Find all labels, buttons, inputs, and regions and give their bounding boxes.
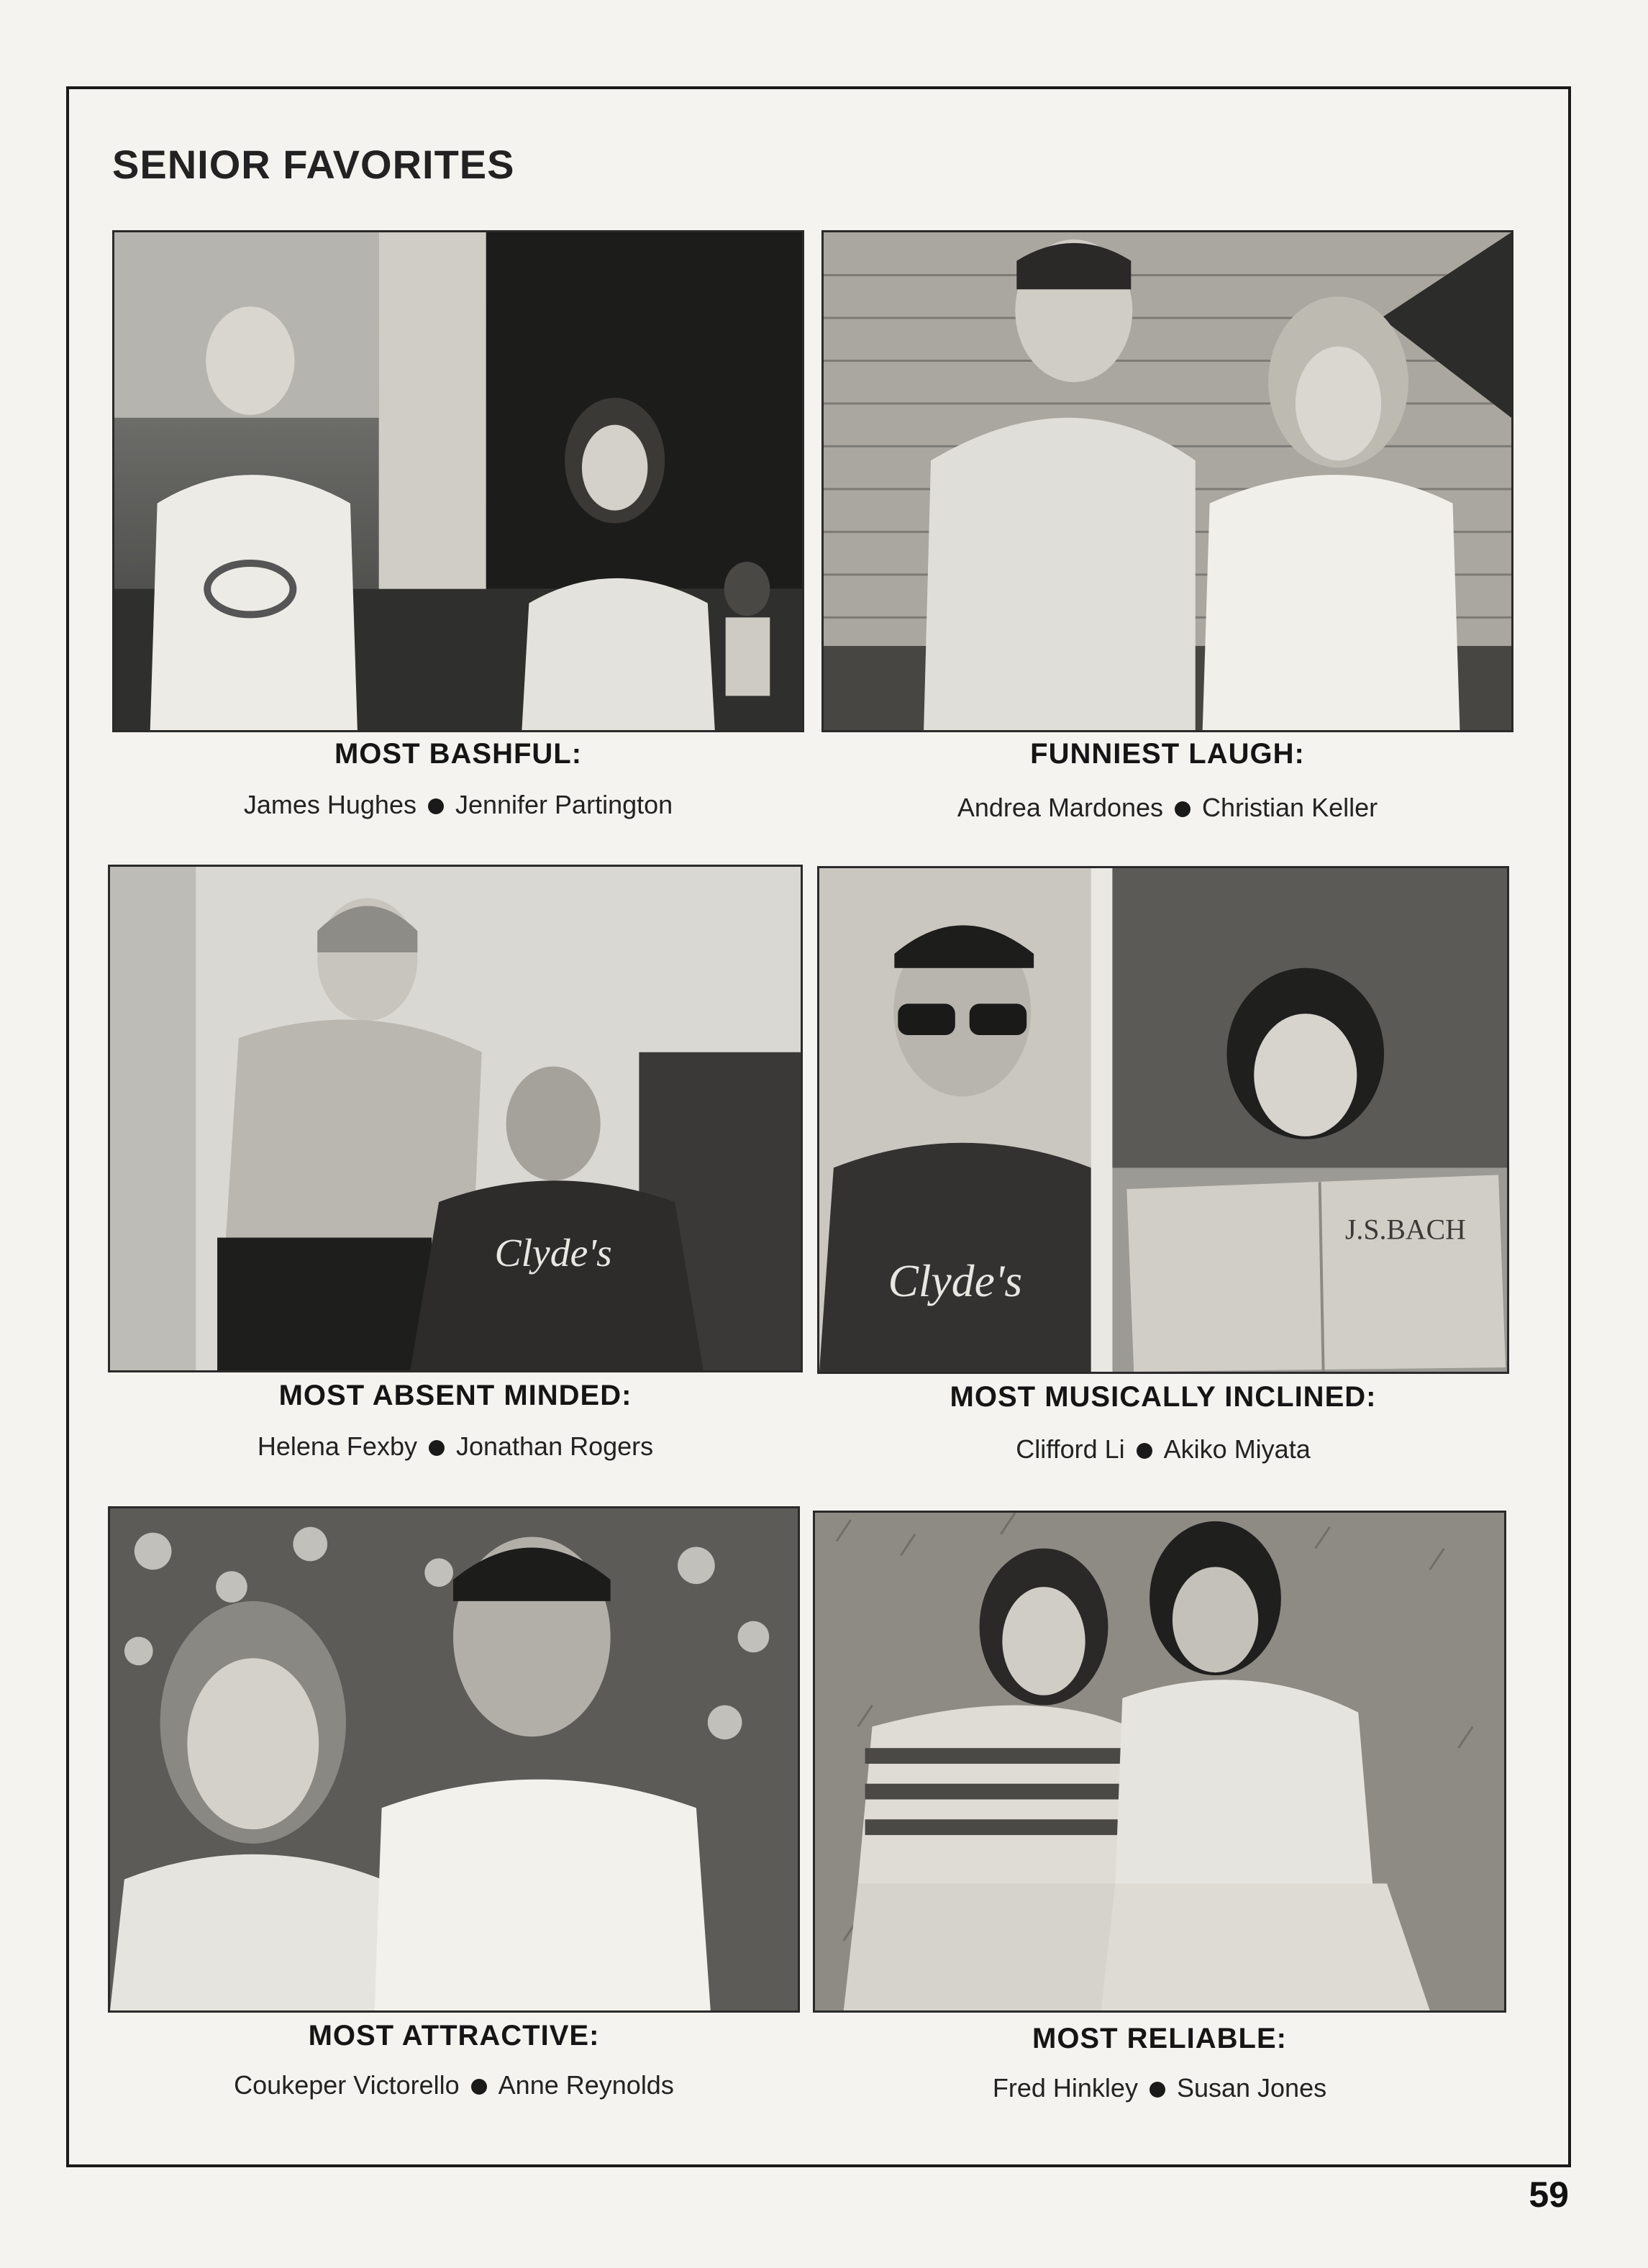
caption-funniest-laugh: FUNNIEST LAUGH:: [1030, 738, 1305, 770]
name: Anne Reynolds: [498, 2070, 674, 2100]
shirt-logo-text: Clyde's: [494, 1231, 612, 1276]
names-most-reliable: [813, 2073, 1506, 2103]
name: Fred Hinkley: [992, 2073, 1138, 2103]
photo-most-absent-minded: [108, 865, 803, 1372]
name: Jonathan Rogers: [455, 1431, 654, 1461]
page-title: SENIOR FAVORITES: [112, 142, 515, 187]
name: Coukeper Victorello: [234, 2070, 460, 2100]
photo-most-musically-inclined: [817, 866, 1509, 1374]
names-most-attractive: [108, 2070, 800, 2100]
names-most-absent-minded: [108, 1431, 803, 1462]
name: James Hughes: [243, 790, 416, 819]
name: Clifford Li: [1016, 1434, 1125, 1464]
name: Christian Keller: [1202, 793, 1378, 822]
name: Susan Jones: [1176, 2073, 1327, 2103]
caption-most-musically-inclined: MOST MUSICALLY INCLINED:: [950, 1381, 1377, 1413]
book-title-text: J.S.BACH: [1344, 1213, 1466, 1246]
bullet-icon: [429, 1440, 445, 1456]
caption-most-bashful: MOST BASHFUL:: [334, 738, 583, 770]
photo-funniest-laugh: [821, 230, 1513, 732]
name: Helena Fexby: [257, 1431, 417, 1461]
page-number: 59: [1529, 2174, 1569, 2215]
names-most-musically-inclined: [817, 1434, 1509, 1465]
name: Andrea Mardones: [957, 793, 1164, 822]
names-most-bashful: [112, 790, 804, 820]
names-funniest-laugh: [821, 793, 1513, 823]
photo-most-bashful: [112, 230, 804, 732]
caption-most-attractive: MOST ATTRACTIVE:: [308, 2020, 600, 2051]
bullet-icon: [471, 2079, 487, 2095]
caption-most-absent-minded: MOST ABSENT MINDED:: [278, 1380, 632, 1411]
bullet-icon: [1175, 801, 1191, 817]
photo-most-attractive: [108, 1506, 800, 2013]
shirt-logo-text: Clyde's: [888, 1254, 1023, 1306]
caption-most-reliable: MOST RELIABLE:: [1032, 2023, 1287, 2054]
bullet-icon: [1137, 1443, 1152, 1459]
bullet-icon: [428, 798, 444, 814]
name: Akiko Miyata: [1163, 1434, 1311, 1464]
name: Jennifer Partington: [455, 790, 673, 819]
photo-most-reliable: [813, 1511, 1506, 2013]
bullet-icon: [1149, 2082, 1165, 2098]
